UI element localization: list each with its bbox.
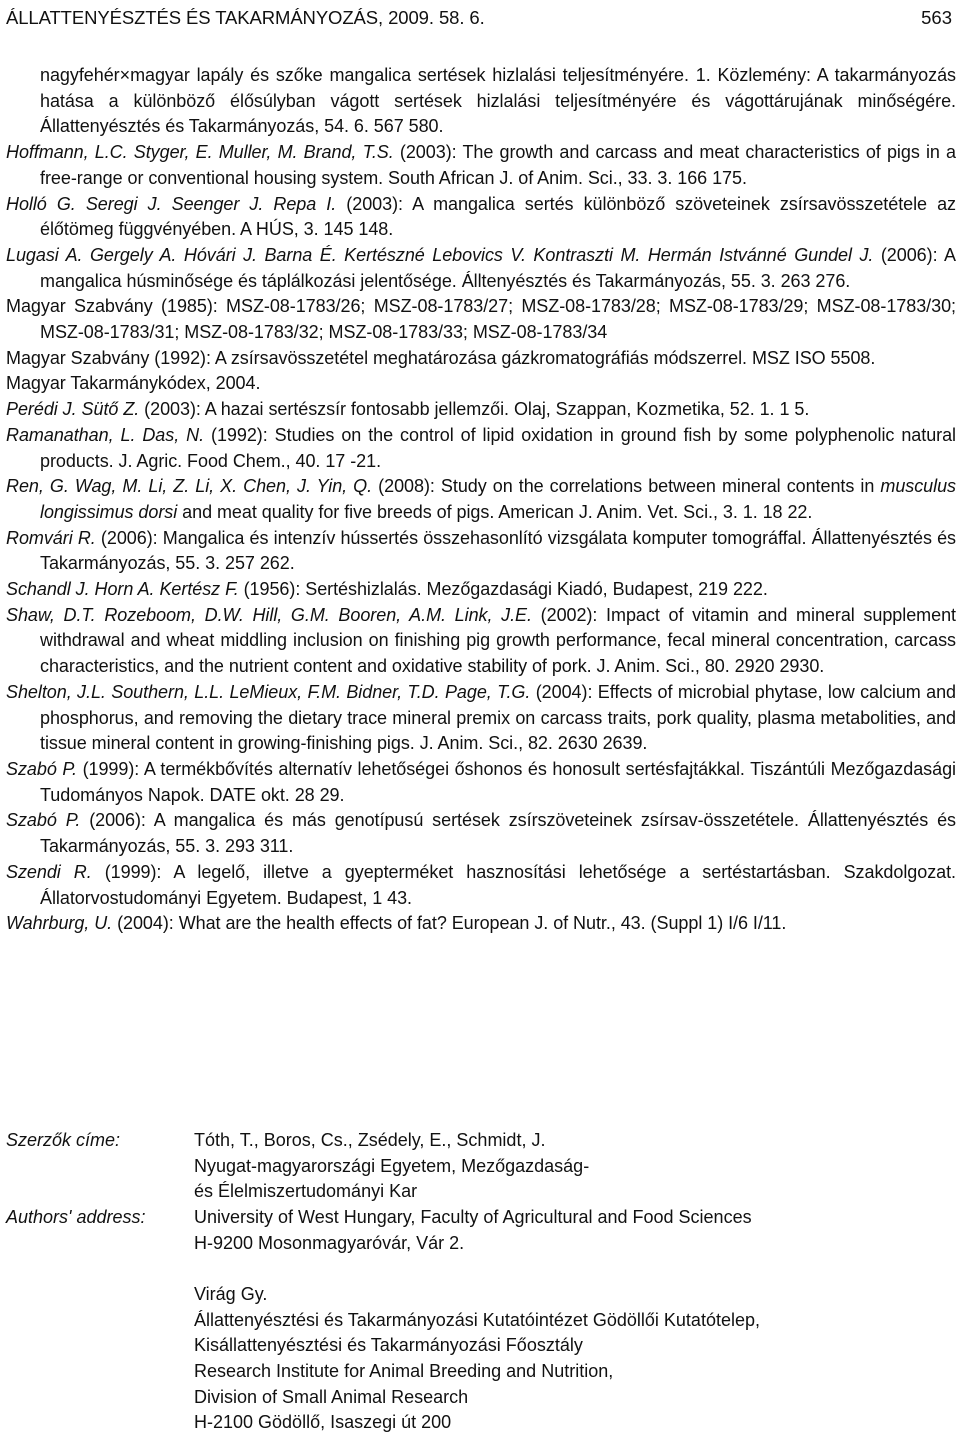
reference-entry [6,397,956,423]
reference-entry [6,911,956,937]
reference-text: (2004): Effects of microbial phytase, low calcium and phosphorus, and removing the dietary trace mineral premix on carcass traits, pork quality, plasma metabolities, and tissue mineral content in growing-finishing pigs. J. Anim. Sci., 82. 2630 2639. [40,681,957,754]
reference-entry [6,680,956,757]
reference-text: (2003): The growth and carcass and meat characteristics of pigs in a free-range or conventional housing system. South African J. of Anim. Sci., 33. 3. 166 175. [40,142,956,188]
reference-entry [6,526,956,577]
reference-text: (2003): A mangalica sertés különböző szöveteinek zsírsavösszetétele az élőtömeg függvényében. A HÚS, 3. 145 148. [40,193,957,240]
reference-text: (1956): Sertéshizlalás. Mezőgazdasági Kiadó, Budapest, 219 222. [243,579,768,600]
reference-entry [6,346,956,372]
address-line: Virág Gy. [194,1284,268,1304]
reference-text: (1992): Studies on the control of lipid oxidation in ground fish by some polyphenolic natural products. J. Agric. Food Chem., 40. 17 -21. [40,424,957,471]
reference-text: (2006): Mangalica és intenzív hússertés összehasonlító vizsgálata komputer tomográffal. Állattenyésztés és Takarmányozás, 55. 3. 257 262. [40,527,956,574]
reference-authors: Shaw, D.T. Rozeboom, D.W. Hill, G.M. Booren, A.M. Link, J.E. [6,604,532,625]
address-line: University of West Hungary, Faculty of Agricultural and Food Sciences [194,1207,752,1227]
reference-text: (2006): A mangalica húsminősége és táplálkozási jelentősége. Álltenyésztés és Takarmányozás, 55. 3. 263 276. [40,244,956,291]
reference-authors: Szendi R. [6,861,92,882]
reference-authors: Romvári R. [6,527,96,548]
address-line: Állattenyésztési és Takarmányozási Kutatóintézet Gödöllői Kutatótelep, [194,1309,760,1330]
address-line: Nyugat-magyarországi Egyetem, Mezőgazdaság- [194,1155,590,1176]
authors-label-en: Authors' address: [6,1207,146,1227]
reference-authors: Holló G. Seregi J. Seenger J. Repa I. [6,193,337,214]
reference-entry [6,474,956,525]
reference-text: nagyfehér×magyar lapály és szőke mangalica sertések hizlalási teljesítményére. 1. Közlemény: A takarmányozás hatása a különböző élősúlyban vágott sertések hizlalási teljesítményére és vágottárujának minőségére. Állattenyésztés és Takarmányozás, 54. 6. 567 580. [40,65,956,137]
reference-entry [6,192,956,243]
reference-text: Magyar Szabvány (1992): A zsírsavösszetétel meghatározása gázkromatográfiás módszerrel. MSZ ISO 5508. [6,347,876,368]
address-line: Division of Small Animal Research [194,1386,469,1407]
reference-entry [6,757,956,808]
reference-text-italic: musculus longissimus dorsi [40,476,957,522]
reference-entry [6,423,956,474]
reference-entry [6,140,956,191]
address-line: Research Institute for Animal Breeding and Nutrition, [194,1361,614,1381]
running-header [6,6,954,30]
reference-authors: Perédi J. Sütő Z. [6,399,140,420]
reference-text: (2002): Impact of vitamin and mineral supplement withdrawal and wheat middling inclusion on finishing pig growth performance, fecal mineral concentration, carcass characteristics, and the nutrient content and oxidative stability of pork. J. Anim. Sci., 80. 2920 2930. [40,604,956,677]
reference-entry [6,860,956,911]
reference-authors: Lugasi A. Gergely A. Hóvári J. Barna É. Kertészné Lebovics V. Kontraszti M. Hermán Istvánné Gundel J. [6,244,874,265]
reference-text: Magyar Takarmánykódex, 2004. [6,373,261,394]
reference-authors: Schandl J. Horn A. Kertész F. [6,579,239,600]
reference-text: (1999): A legelő, illetve a gyepterméket hasznosítási lehetősége a sertéstartásban. Szakdolgozat. Állatorvostudományi Egyetem. Budapest, 1 43. [40,861,957,908]
address-line: H-2100 Gödöllő, Isaszegi út 200 [194,1412,452,1433]
reference-authors: Wahrburg, U. [6,913,113,934]
journal-title: ÁLLATTENYÉSZTÉS ÉS TAKARMÁNYOZÁS, 2009. 58. 6. [6,7,485,28]
address-line: és Élelmiszertudományi Kar [194,1181,418,1202]
reference-text: (2004): What are the health effects of fat? European J. of Nutr., 43. (Suppl 1) I/6 I/11. [117,913,787,934]
reference-authors: Ramanathan, L. Das, N. [6,424,205,445]
reference-text: (2006): A mangalica és más genotípusú sertések zsírszöveteinek zsírsav-összetétele. Állattenyésztés és Takarmányozás, 55. 3. 293 311. [40,810,956,857]
reference-entry [6,808,956,859]
authors-label-hu: Szerzők címe: [6,1130,121,1150]
page-number: 563 [921,7,952,28]
reference-text-pre: (2008): Study on the correlations between mineral contents in [378,476,881,497]
reference-text: Magyar Szabvány (1985): MSZ-08-1783/26; MSZ-08-1783/27; MSZ-08-1783/28; MSZ-08-1783/29; MSZ-08-1783/30; MSZ-08-1783/31; MSZ-08-1783/32; MSZ-08-1783/33; MSZ-08-1783/34 [6,296,956,343]
reference-authors: Hoffmann, L.C. Styger, E. Muller, M. Brand, T.S. [6,142,394,163]
reference-authors: Shelton, J.L. Southern, L.L. LeMieux, F.M. Bidner, T.D. Page, T.G. [6,681,531,702]
reference-text: (1999): A termékbővítés alternatív lehetőségei őshonos és honosult sertésfajtákkal. Tiszántúli Mezőgazdasági Tudományos Napok. DATE okt. 28 29. [40,758,957,805]
reference-authors: Szabó P. [6,758,77,779]
reference-list [6,63,956,937]
reference-entry [6,603,956,680]
reference-text-post: and meat quality for five breeds of pigs. American J. Anim. Vet. Sci., 3. 1. 18 22. [177,501,813,522]
address-line: H-9200 Mosonmagyaróvár, Vár 2. [194,1232,465,1253]
reference-authors: Szabó P. [6,810,81,831]
address-line: Tóth, T., Boros, Cs., Zsédely, E., Schmidt, J. [194,1130,546,1150]
reference-entry [6,294,956,345]
address-line: Kisállattenyésztési és Takarmányozási Főosztály [194,1335,583,1356]
reference-authors: Ren, G. Wag, M. Li, Z. Li, X. Chen, J. Yin, Q. [6,476,373,497]
reference-entry [6,63,956,140]
reference-entry [6,243,956,294]
reference-entry [6,371,956,397]
reference-text: (2003): A hazai sertészsír fontosabb jellemzői. Olaj, Szappan, Kozmetika, 52. 1. 1 5. [144,399,810,420]
reference-entry [6,577,956,603]
